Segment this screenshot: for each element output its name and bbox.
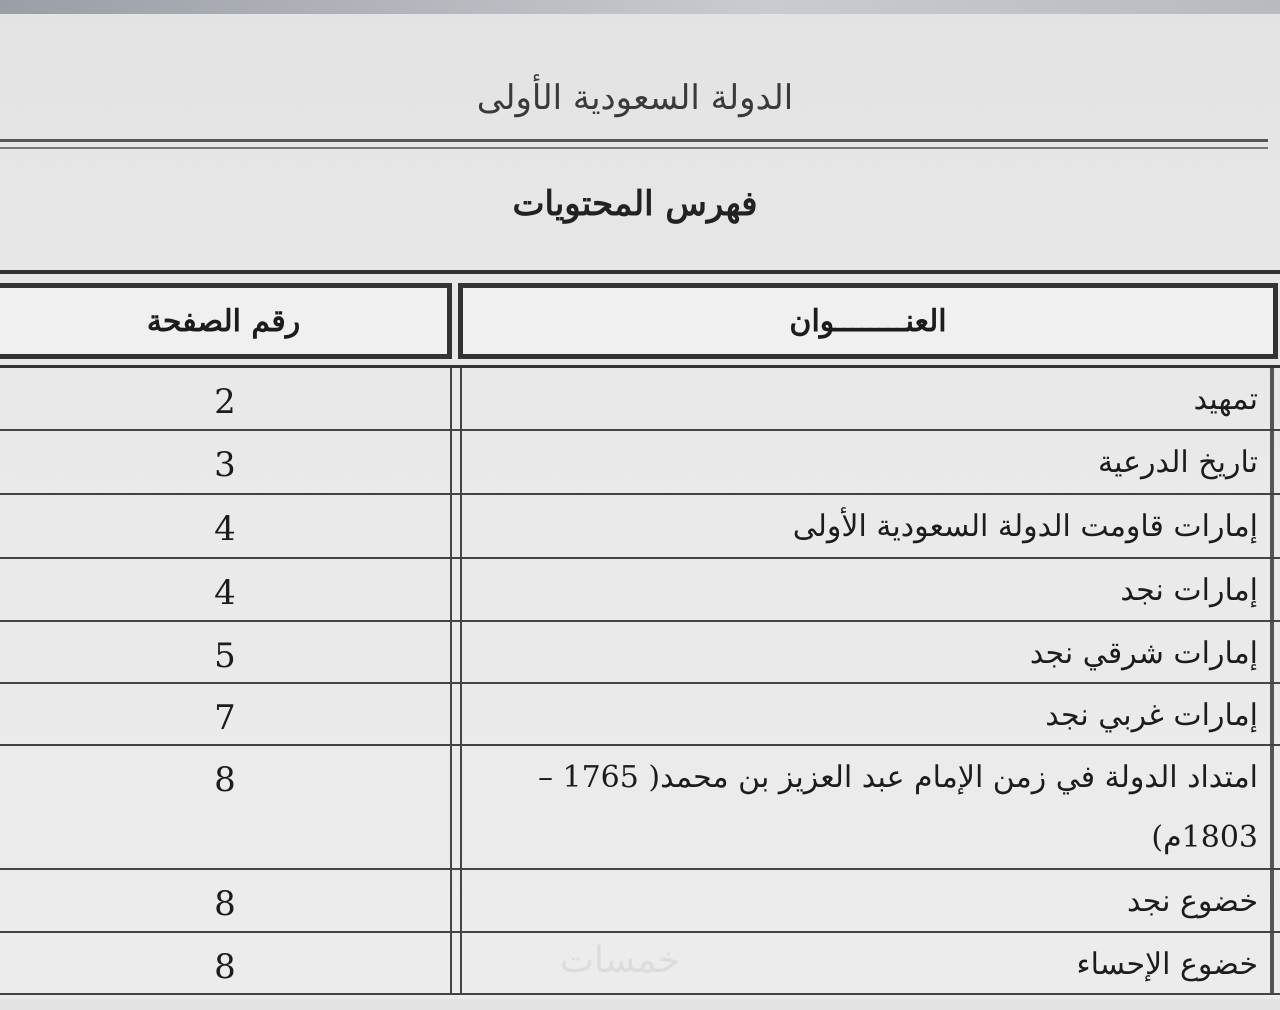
column-header-title: العنــــــــوان bbox=[458, 283, 1278, 359]
table-row bbox=[0, 622, 1280, 684]
column-divider bbox=[450, 559, 462, 620]
page-number: 5 bbox=[214, 636, 236, 676]
table-row bbox=[0, 870, 1280, 933]
column-header-page: رقم الصفحة bbox=[0, 283, 452, 359]
column-divider bbox=[450, 431, 462, 493]
page-number: 2 bbox=[214, 382, 236, 422]
page-number: 8 bbox=[214, 760, 236, 800]
right-border bbox=[1270, 684, 1274, 744]
entry-title: إمارات غربي نجد bbox=[1045, 698, 1258, 733]
page-number: 8 bbox=[214, 947, 236, 987]
entry-title: إمارات قاومت الدولة السعودية الأولى bbox=[792, 509, 1258, 544]
top-frame-strip bbox=[0, 0, 1280, 14]
column-divider bbox=[450, 933, 462, 993]
page-number: 4 bbox=[214, 573, 236, 613]
table-row bbox=[0, 431, 1280, 495]
table-row bbox=[0, 365, 1280, 431]
table-row bbox=[0, 684, 1280, 746]
right-border bbox=[1270, 368, 1274, 429]
right-border bbox=[1270, 622, 1274, 682]
entry-title: إمارات نجد bbox=[1120, 573, 1258, 608]
column-divider bbox=[450, 870, 462, 931]
column-divider bbox=[450, 495, 462, 557]
page-number: 7 bbox=[214, 698, 236, 738]
toc-table bbox=[0, 270, 1280, 1010]
right-border bbox=[1270, 495, 1274, 557]
entry-title: إمارات شرقي نجد bbox=[1029, 636, 1258, 671]
right-border bbox=[1270, 933, 1274, 993]
table-top-border bbox=[0, 270, 1280, 274]
column-divider bbox=[450, 746, 462, 868]
document-title: فهرس المحتويات bbox=[512, 184, 758, 224]
page-number: 8 bbox=[214, 884, 236, 924]
column-divider bbox=[450, 622, 462, 682]
table-row bbox=[0, 495, 1280, 559]
column-divider bbox=[450, 368, 462, 429]
column-divider bbox=[450, 684, 462, 744]
header-rule-thin bbox=[0, 147, 1268, 149]
toc-rows bbox=[0, 365, 1280, 995]
page-number: 4 bbox=[214, 509, 236, 549]
entry-title: خضوع نجد bbox=[1127, 884, 1258, 919]
entry-title: تمهيد bbox=[1193, 382, 1258, 417]
table-row bbox=[0, 559, 1280, 622]
right-border bbox=[1270, 431, 1274, 493]
table-row bbox=[0, 746, 1280, 870]
right-border bbox=[1270, 746, 1274, 868]
right-border bbox=[1270, 870, 1274, 931]
table-row bbox=[0, 933, 1280, 995]
entry-title: تاريخ الدرعية bbox=[1098, 445, 1258, 480]
entry-title: خضوع الإحساء bbox=[1076, 947, 1258, 982]
right-border bbox=[1270, 559, 1274, 620]
page-number: 3 bbox=[214, 445, 236, 485]
watermark-logo: خمسات bbox=[560, 940, 681, 981]
header-rule bbox=[0, 139, 1268, 142]
running-header: الدولة السعودية الأولى bbox=[476, 78, 794, 118]
entry-title: امتداد الدولة في زمن الإمام عبد العزيز بن محمد( 1765 – 1803م) bbox=[537, 760, 1258, 855]
